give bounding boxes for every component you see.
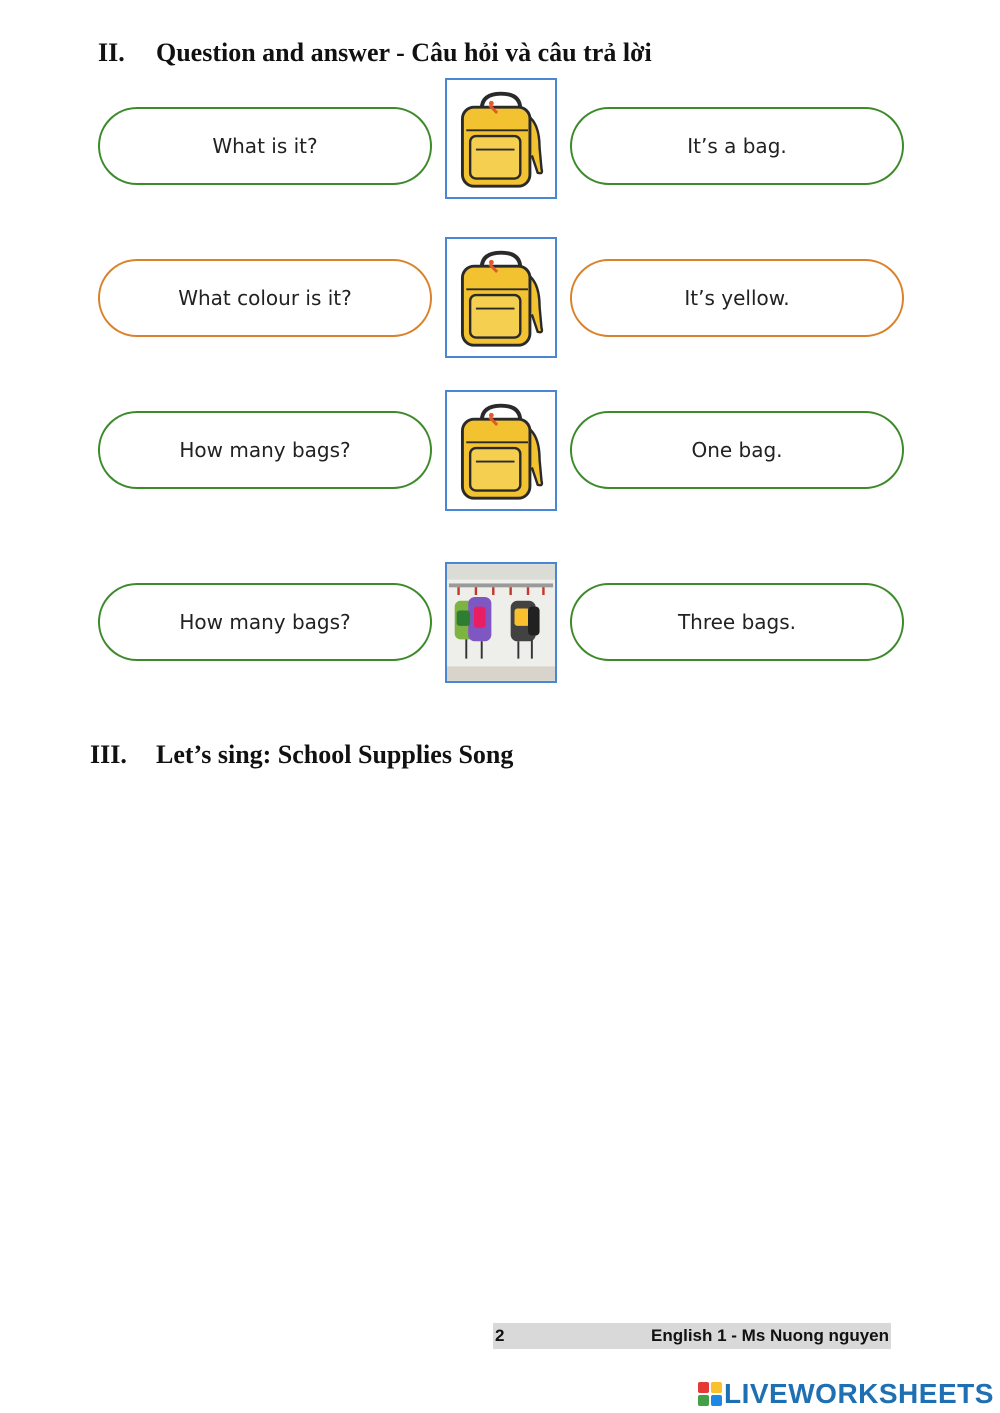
answer-pill-4: Three bags. (570, 583, 904, 661)
backpack-icon (447, 392, 555, 509)
question-pill-1: What is it? (98, 107, 432, 185)
brand-name: LIVEWORKSHEETS (724, 1378, 994, 1409)
liveworksheets-brand (698, 1378, 994, 1410)
bags-on-hooks-icon (447, 564, 555, 681)
section-2-title: Question and answer - Câu hỏi và câu trả lời (156, 38, 652, 67)
page-number: 2 (495, 1326, 505, 1345)
liveworksheets-logo-icon (698, 1382, 722, 1406)
answer-pill-3: One bag. (570, 411, 904, 489)
backpack-icon (447, 80, 555, 197)
footer-credit: English 1 - Ms Nuong nguyen (651, 1326, 889, 1345)
question-pill-3: How many bags? (98, 411, 432, 489)
question-pill-4: How many bags? (98, 583, 432, 661)
section-2-number: II. (98, 38, 125, 67)
page-footer (493, 1323, 891, 1349)
answer-pill-2: It’s yellow. (570, 259, 904, 337)
three-bags-photo (445, 562, 557, 683)
yellow-backpack-image-2 (445, 237, 557, 358)
section-3-title: Let’s sing: School Supplies Song (156, 740, 514, 769)
answer-pill-1: It’s a bag. (570, 107, 904, 185)
yellow-backpack-image-3 (445, 390, 557, 511)
section-3-number: III. (90, 740, 127, 769)
yellow-backpack-image-1 (445, 78, 557, 199)
backpack-icon (447, 239, 555, 356)
question-pill-2: What colour is it? (98, 259, 432, 337)
